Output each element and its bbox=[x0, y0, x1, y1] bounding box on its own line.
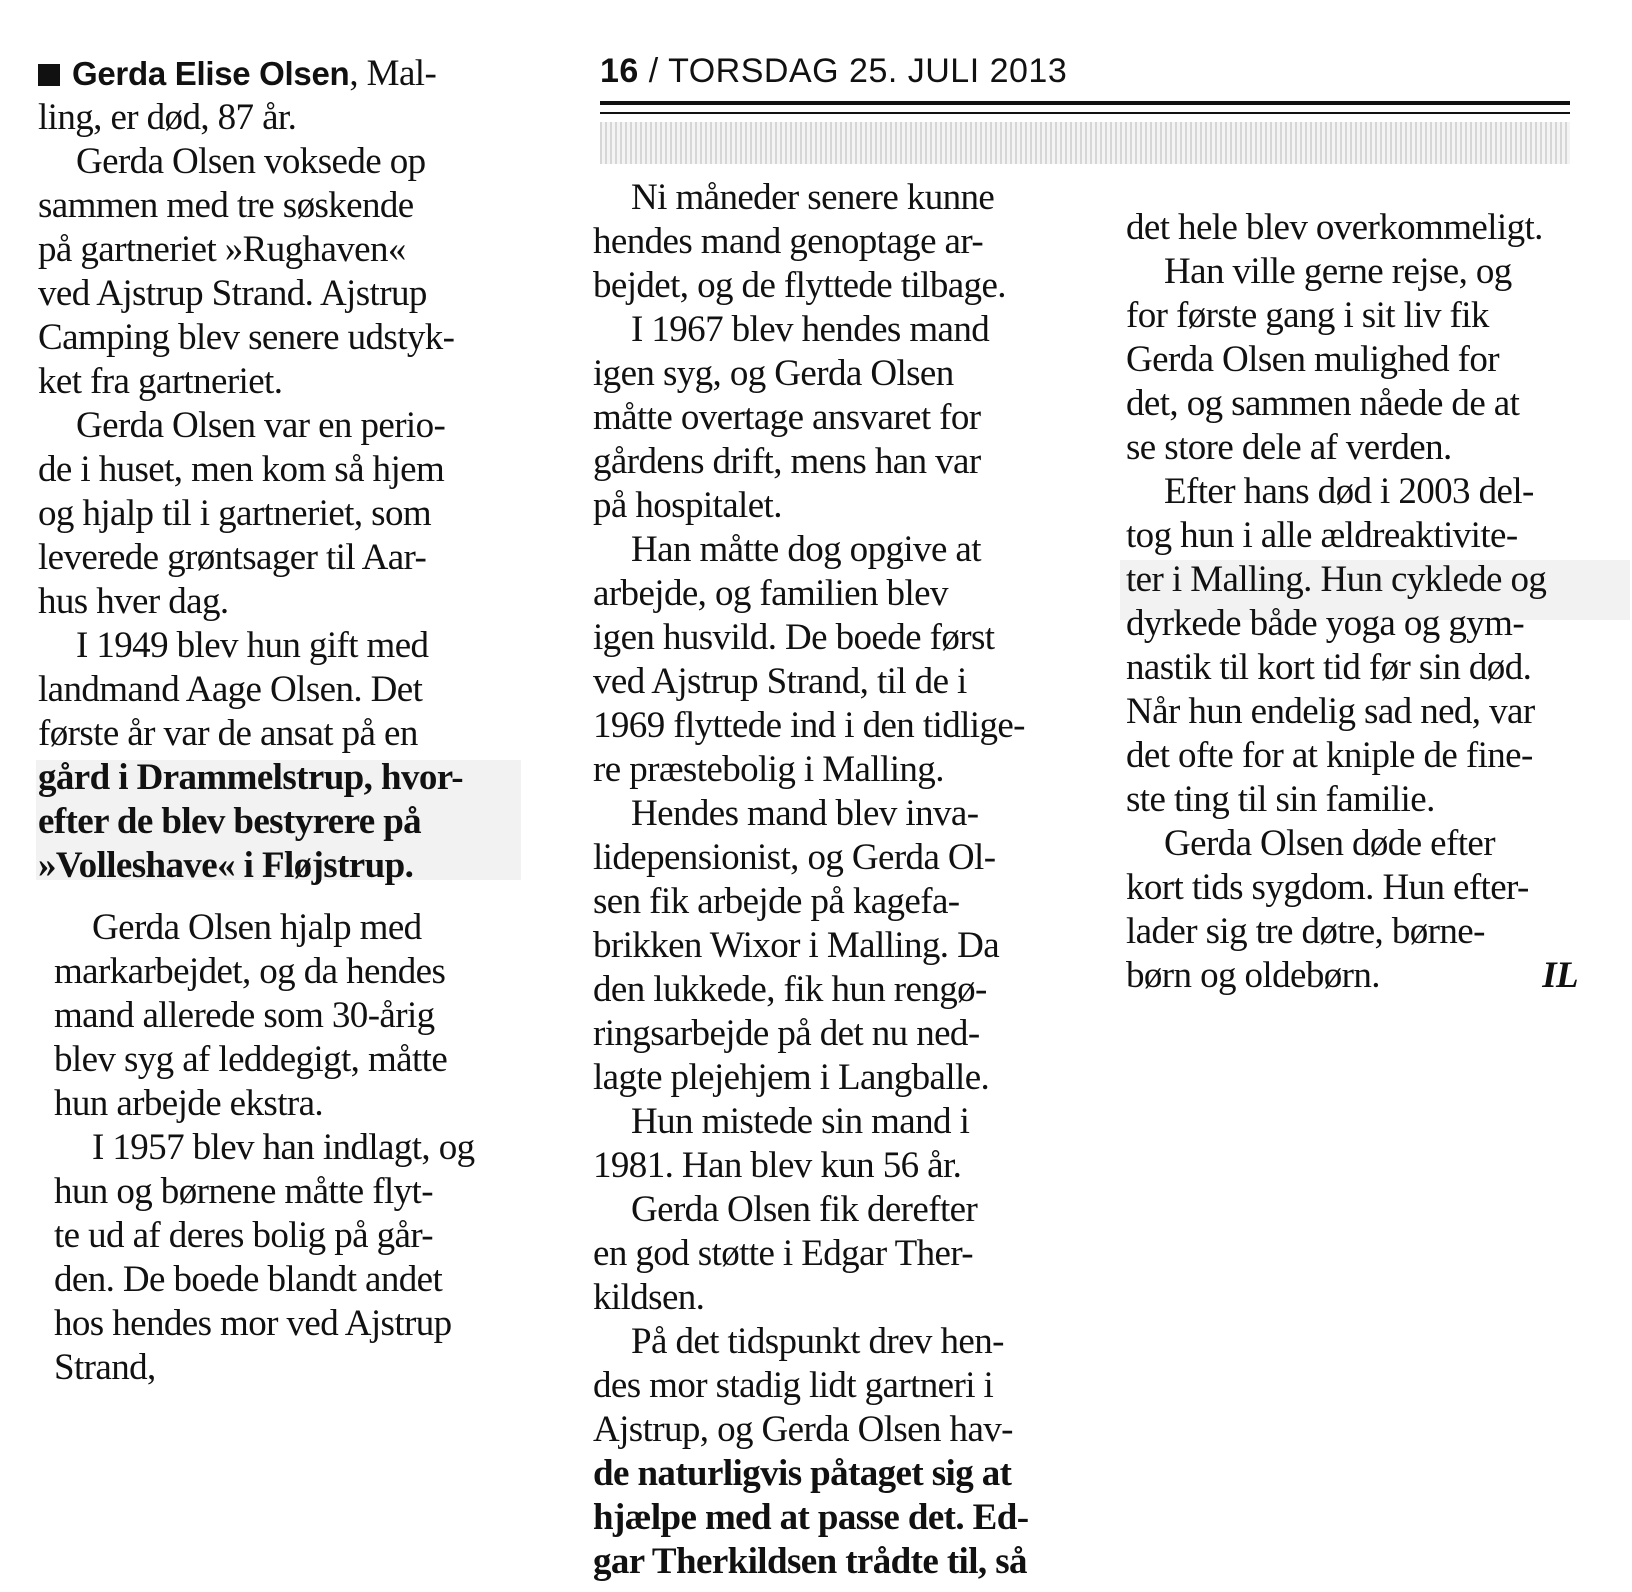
paragraph bbox=[54, 1126, 554, 1390]
text-line: des mor stadig lidt gartneri i bbox=[593, 1365, 994, 1406]
text-line: Gerda Olsen hjalp med bbox=[92, 907, 422, 948]
text-line: gårdens drift, mens han var bbox=[593, 441, 981, 482]
text-line: de i huset, men kom så hjem bbox=[38, 449, 445, 490]
paragraph bbox=[593, 792, 1093, 1100]
bullet-square-icon bbox=[38, 64, 60, 86]
text-line: ved Ajstrup Strand, til de i bbox=[593, 661, 967, 702]
text-line: Hendes mand blev inva- bbox=[631, 793, 979, 834]
text-line: se store dele af verden. bbox=[1126, 427, 1452, 468]
text-line: Ajstrup, og Gerda Olsen hav- bbox=[593, 1409, 1013, 1450]
text-line: leverede grøntsager til Aar- bbox=[38, 537, 427, 578]
masthead-halftone-band bbox=[600, 122, 1570, 164]
text-line: det, og sammen nåede de at bbox=[1126, 383, 1520, 424]
text-line: tog hun i alle ældreaktivite- bbox=[1126, 515, 1518, 556]
text-line: Gerda Olsen fik derefter bbox=[631, 1189, 978, 1230]
masthead-date: TORSDAG 25. JULI 2013 bbox=[668, 52, 1068, 90]
text-line: 1969 flyttede ind i den tidlige- bbox=[593, 705, 1025, 746]
text-line: gar Therkildsen trådte til, så bbox=[593, 1541, 1027, 1582]
text-line: lagte plejehjem i Langballe. bbox=[593, 1057, 990, 1098]
text-line: hun og børnene måtte flyt- bbox=[54, 1171, 433, 1212]
text-line: 1981. Han blev kun 56 år. bbox=[593, 1145, 962, 1186]
text-line: Gerda Elise Olsen, Mal- bbox=[38, 52, 558, 96]
paragraph bbox=[1126, 822, 1612, 998]
paragraph bbox=[593, 1320, 1093, 1584]
text-line: ket fra gartneriet. bbox=[38, 361, 283, 402]
text-line: te ud af deres bolig på går- bbox=[54, 1215, 434, 1256]
text-line: markarbejdet, og da hendes bbox=[54, 951, 446, 992]
text-line: den. De boede blandt andet bbox=[54, 1259, 443, 1300]
text-line: for første gang i sit liv fik bbox=[1126, 295, 1489, 336]
text-line: sammen med tre søskende bbox=[38, 185, 414, 226]
masthead-rule-thin bbox=[600, 112, 1570, 114]
text-line: Hun mistede sin mand i bbox=[631, 1101, 970, 1142]
text-line: gård i Drammelstrup, hvor- bbox=[38, 757, 463, 798]
text-line: børn og oldebørn. bbox=[1126, 955, 1380, 996]
text-line: ling, er død, 87 år. bbox=[38, 97, 297, 138]
text-line: igen syg, og Gerda Olsen bbox=[593, 353, 954, 394]
text-line: lader sig tre døtre, børne- bbox=[1126, 911, 1485, 952]
text-line: hendes mand genoptage ar- bbox=[593, 221, 984, 262]
paragraph bbox=[54, 906, 554, 1126]
text-line: efter de blev bestyrere på bbox=[38, 801, 422, 842]
paragraph bbox=[38, 140, 558, 404]
text-line: landmand Aage Olsen. Det bbox=[38, 669, 423, 710]
paragraph bbox=[593, 1188, 1093, 1320]
paragraph bbox=[1126, 206, 1612, 250]
text-line: en god støtte i Edgar Ther- bbox=[593, 1233, 974, 1274]
paragraph bbox=[1126, 250, 1612, 470]
text-line: Han måtte dog opgive at bbox=[631, 529, 981, 570]
text-line: på hospitalet. bbox=[593, 485, 782, 526]
text-line: I 1967 blev hendes mand bbox=[631, 309, 990, 350]
text-line: Gerda Olsen var en perio- bbox=[76, 405, 446, 446]
deceased-name: Gerda Elise Olsen bbox=[72, 55, 350, 92]
text-line: »Volleshave« i Fløjstrup. bbox=[38, 845, 414, 886]
text-line: hos hendes mor ved Ajstrup bbox=[54, 1303, 452, 1344]
text-line: Ni måneder senere kunne bbox=[631, 177, 995, 218]
text-line: den lukkede, fik hun rengø- bbox=[593, 969, 987, 1010]
text-line: første år var de ansat på en bbox=[38, 713, 418, 754]
masthead bbox=[600, 52, 1067, 91]
text-line: re præstebolig i Malling. bbox=[593, 749, 944, 790]
text-line: I 1957 blev han indlagt, og bbox=[92, 1127, 475, 1168]
text-line: ste ting til sin familie. bbox=[1126, 779, 1435, 820]
paragraph bbox=[593, 528, 1093, 792]
text-line: blev syg af leddegigt, måtte bbox=[54, 1039, 448, 1080]
text-line: måtte overtage ansvaret for bbox=[593, 397, 981, 438]
masthead-rule-thick bbox=[600, 101, 1570, 105]
text-line: mand allerede som 30-årig bbox=[54, 995, 435, 1036]
text-line: Efter hans død i 2003 del- bbox=[1164, 471, 1534, 512]
text-line: brikken Wixor i Malling. Da bbox=[593, 925, 1000, 966]
paragraph bbox=[38, 624, 558, 888]
text-line: Camping blev senere udstyk- bbox=[38, 317, 455, 358]
text-line: Strand, bbox=[54, 1347, 156, 1388]
paragraph bbox=[38, 404, 558, 624]
text-line: det ofte for at kniple de fine- bbox=[1126, 735, 1533, 776]
text-line: de naturligvis påtaget sig at bbox=[593, 1453, 1012, 1494]
text-line: bejdet, og de flyttede tilbage. bbox=[593, 265, 1006, 306]
text-line: kildsen. bbox=[593, 1277, 705, 1318]
text-line: sen fik arbejde på kagefa- bbox=[593, 881, 960, 922]
text-line: ter i Malling. Hun cyklede og bbox=[1126, 559, 1547, 600]
text-line: dyrkede både yoga og gym- bbox=[1126, 603, 1525, 644]
text-line: på gartneriet »Rughaven« bbox=[38, 229, 406, 270]
paragraph bbox=[593, 1100, 1093, 1188]
text-line: lidepensionist, og Gerda Ol- bbox=[593, 837, 996, 878]
text-line: I 1949 blev hun gift med bbox=[76, 625, 429, 666]
page-number: 16 bbox=[600, 52, 639, 90]
column-1-continued bbox=[54, 906, 554, 1390]
text-line: nastik til kort tid før sin død. bbox=[1126, 647, 1532, 688]
text-line: hun arbejde ekstra. bbox=[54, 1083, 324, 1124]
text-line: igen husvild. De boede først bbox=[593, 617, 995, 658]
column-3 bbox=[1126, 206, 1612, 998]
column-2 bbox=[593, 176, 1093, 1584]
text-line: arbejde, og familien blev bbox=[593, 573, 948, 614]
text-line: kort tids sygdom. Hun efter- bbox=[1126, 867, 1529, 908]
text-line: Gerda Olsen voksede op bbox=[76, 141, 426, 182]
paragraph bbox=[593, 308, 1093, 528]
paragraph bbox=[38, 52, 558, 140]
text-line: og hjalp til i gartneriet, som bbox=[38, 493, 432, 534]
paragraph bbox=[593, 176, 1093, 308]
text-line: Gerda Olsen døde efter bbox=[1164, 823, 1495, 864]
text-line: hjælpe med at passe det. Ed- bbox=[593, 1497, 1029, 1538]
text-line: ringsarbejde på det nu ned- bbox=[593, 1013, 980, 1054]
text-line: Gerda Olsen mulighed for bbox=[1126, 339, 1499, 380]
text-line: Han ville gerne rejse, og bbox=[1164, 251, 1512, 292]
column-1 bbox=[38, 52, 558, 888]
text-line: ved Ajstrup Strand. Ajstrup bbox=[38, 273, 427, 314]
text-line: På det tidspunkt drev hen- bbox=[631, 1321, 1004, 1362]
author-signature: IL bbox=[1542, 955, 1578, 996]
text-line: hus hver dag. bbox=[38, 581, 229, 622]
text-line: det hele blev overkommeligt. bbox=[1126, 207, 1543, 248]
text-line: Når hun endelig sad ned, var bbox=[1126, 691, 1535, 732]
masthead-separator: / bbox=[648, 52, 659, 90]
paragraph bbox=[1126, 470, 1612, 822]
